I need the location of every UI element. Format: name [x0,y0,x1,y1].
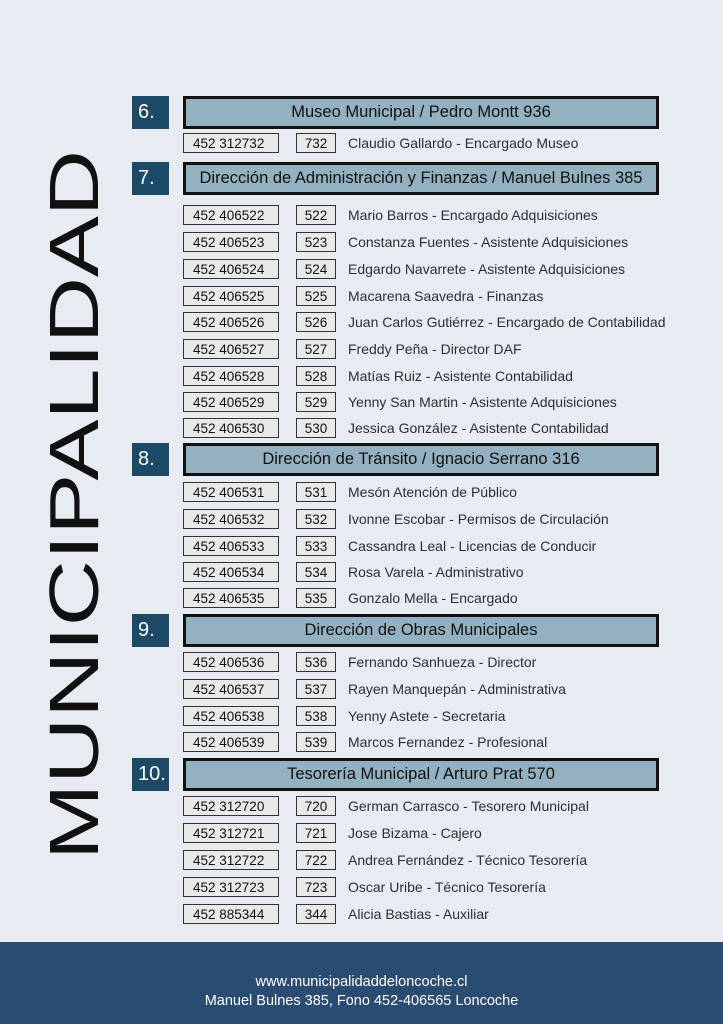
contact-name: Alicia Bastias - Auxiliar [348,906,489,922]
contact-name: Matías Ruiz - Asistente Contabilidad [348,368,573,384]
extension: 533 [296,536,336,556]
extension: 723 [296,877,336,897]
contact-name: Mario Barros - Encargado Adquisiciones [348,207,598,223]
contact-name: Jose Bizama - Cajero [348,825,482,841]
contact-name: Andrea Fernández - Técnico Tesorería [348,852,588,868]
contact-name: Marcos Fernandez - Profesional [348,734,548,750]
phone-number: 452 406523 [183,232,279,252]
extension: 530 [296,418,336,438]
extension: 722 [296,850,336,870]
phone-number: 452 406537 [183,679,279,699]
extension: 522 [296,205,336,225]
page-title: MUNICIPALIDAD [35,316,113,860]
extension: 721 [296,823,336,843]
extension: 536 [296,652,336,672]
extension: 526 [296,312,336,332]
section-heading: Dirección de Tránsito / Ignacio Serrano 316 [183,443,659,476]
contact-name: Ivonne Escobar - Permisos de Circulación [348,511,609,527]
contact-name: Yenny Astete - Secretaria [348,708,506,724]
phone-number: 452 312722 [183,850,279,870]
contact-name: Cassandra Leal - Licencias de Conducir [348,538,597,554]
contact-name: Rosa Varela - Administrativo [348,564,524,580]
phone-number: 452 312723 [183,877,279,897]
extension: 535 [296,588,336,608]
contact-name: German Carrasco - Tesorero Municipal [348,798,589,814]
phone-number: 452 406528 [183,366,279,386]
phone-number: 452 406531 [183,482,279,502]
phone-number: 452 406536 [183,652,279,672]
phone-number: 452 406532 [183,509,279,529]
contact-name: Claudio Gallardo - Encargado Museo [348,135,579,151]
extension: 527 [296,339,336,359]
phone-number: 452 406530 [183,418,279,438]
contact-name: Oscar Uribe - Técnico Tesorería [348,879,546,895]
extension: 720 [296,796,336,816]
contact-name: Mesón Atención de Público [348,484,517,500]
phone-number: 452 312720 [183,796,279,816]
phone-number: 452 406526 [183,312,279,332]
extension: 524 [296,259,336,279]
phone-number: 452 312732 [183,133,279,153]
section-number: 9. [132,614,169,647]
extension: 537 [296,679,336,699]
phone-number: 452 406539 [183,732,279,752]
contact-name: Rayen Manquepán - Administrativa [348,681,566,697]
extension: 528 [296,366,336,386]
phone-number: 452 406535 [183,588,279,608]
contact-name: Edgardo Navarrete - Asistente Adquisiciones [348,261,626,277]
contact-name: Macarena Saavedra - Finanzas [348,288,544,304]
contact-name: Gonzalo Mella - Encargado [348,590,518,606]
section-heading: Dirección de Obras Municipales [183,614,659,647]
extension: 529 [296,392,336,412]
phone-number: 452 406527 [183,339,279,359]
contact-name: Jessica González - Asistente Contabilidad [348,420,609,436]
extension: 523 [296,232,336,252]
phone-number: 452 312721 [183,823,279,843]
phone-number: 452 406524 [183,259,279,279]
extension: 531 [296,482,336,502]
contact-name: Juan Carlos Gutiérrez - Encargado de Contabilidad [348,314,666,330]
contact-name: Constanza Fuentes - Asistente Adquisiciones [348,234,629,250]
phone-number: 452 406533 [183,536,279,556]
extension: 344 [296,904,336,924]
section-number: 6. [132,96,169,129]
extension: 525 [296,286,336,306]
section-heading: Museo Municipal / Pedro Montt 936 [183,96,659,129]
phone-number: 452 885344 [183,904,279,924]
contact-name: Yenny San Martin - Asistente Adquisiciones [348,394,617,410]
extension: 732 [296,133,336,153]
phone-number: 452 406525 [183,286,279,306]
footer [0,942,723,1024]
extension: 539 [296,732,336,752]
website-link[interactable]: www.municipalidaddeloncoche.cl [255,974,468,990]
phone-number: 452 406522 [183,205,279,225]
extension: 534 [296,562,336,582]
phone-number: 452 406538 [183,706,279,726]
contact-name: Freddy Peña - Director DAF [348,341,522,357]
contact-name: Fernando Sanhueza - Director [348,654,537,670]
section-number: 8. [132,443,169,476]
section-heading: Dirección de Administración y Finanzas / Manuel Bulnes 385 [183,162,659,195]
footer-address: Manuel Bulnes 385, Fono 452-406565 Loncoche [204,993,519,1009]
section-heading: Tesorería Municipal / Arturo Prat 570 [183,758,659,791]
phone-number: 452 406529 [183,392,279,412]
vertical-title [35,140,113,870]
extension: 538 [296,706,336,726]
section-number: 10. [132,758,169,791]
phone-number: 452 406534 [183,562,279,582]
extension: 532 [296,509,336,529]
section-number: 7. [132,162,169,195]
